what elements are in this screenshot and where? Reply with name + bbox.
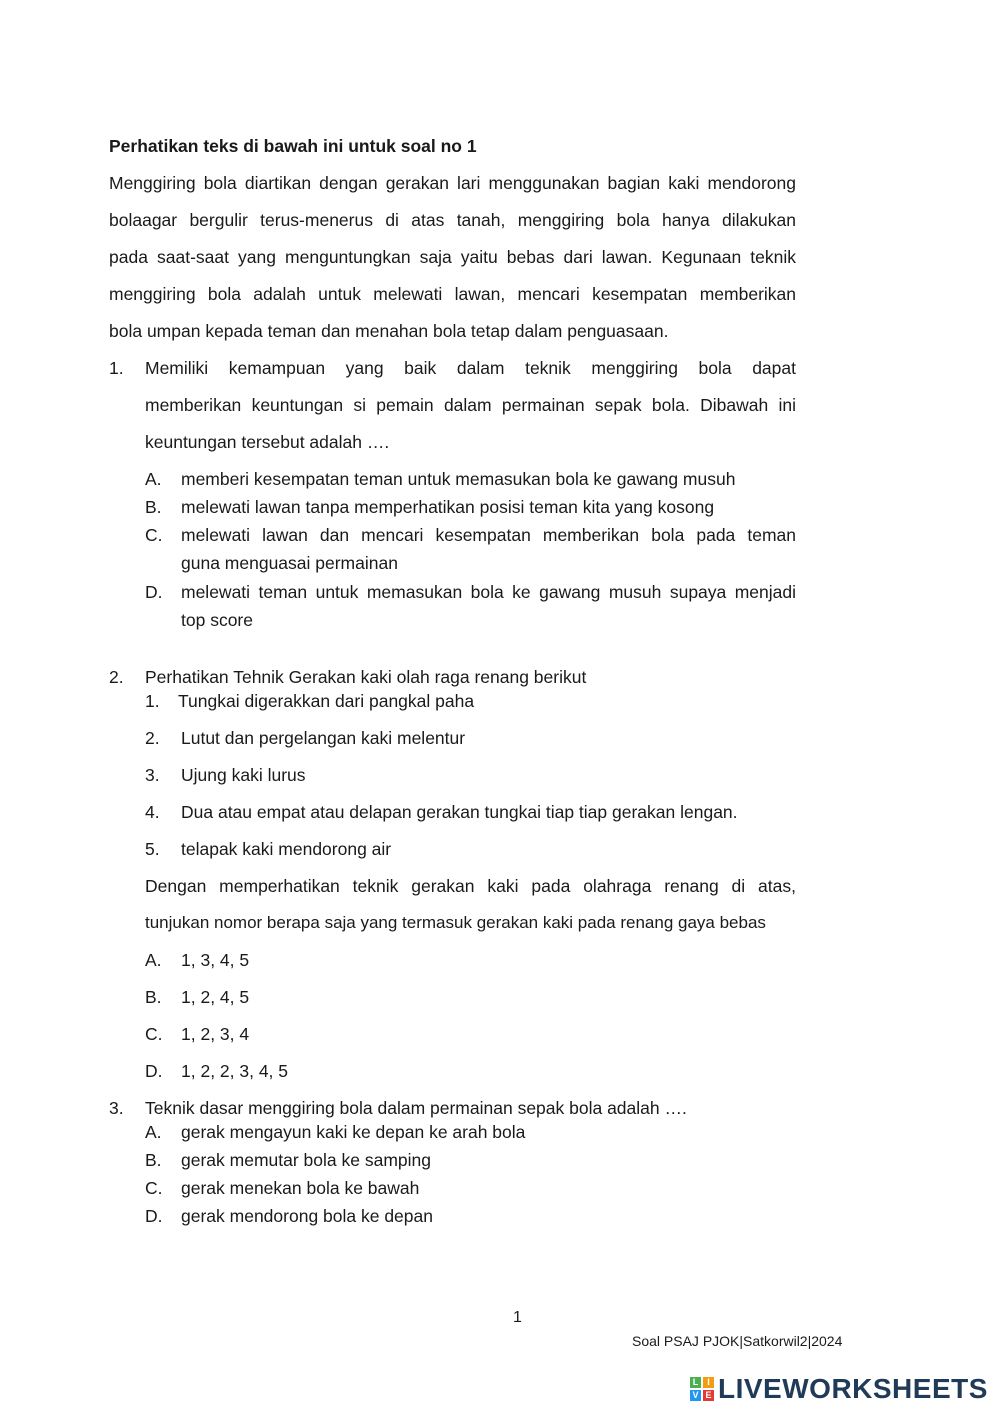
- q1-option-text: guna menguasai permainan: [181, 553, 398, 573]
- q1-option-text: memberi kesempatan teman untuk memasukan bola ke gawang musuh: [181, 469, 736, 489]
- q3-option-text: gerak memutar bola ke samping: [181, 1150, 431, 1170]
- intro-line: pada saat-saat yang menguntungkan saja yaitu bebas dari lawan. Kegunaan teknik: [109, 247, 796, 267]
- q2-question-line: Dengan memperhatikan teknik gerakan kaki pada olahraga renang di atas,: [145, 876, 796, 896]
- q2-item-text: Dua atau empat atau delapan gerakan tungkai tiap tiap gerakan lengan.: [181, 802, 738, 822]
- q2-item-number: 5.: [145, 839, 160, 859]
- q3-option-text: gerak mengayun kaki ke depan ke arah bola: [181, 1122, 526, 1142]
- q1-option-letter: B.: [145, 497, 162, 517]
- footer-doc-label: Soal PSAJ PJOK|Satkorwil2|2024: [632, 1333, 843, 1349]
- q1-option-letter: D.: [145, 582, 163, 602]
- q2-item-text: Tungkai digerakkan dari pangkal paha: [178, 691, 475, 711]
- q1-option-letter: A.: [145, 469, 162, 489]
- intro-line: menggiring bola adalah untuk melewati lawan, mencari kesempatan memberikan: [109, 284, 796, 304]
- logo-tile: L: [690, 1377, 701, 1388]
- q2-option-letter: B.: [145, 987, 162, 1007]
- q2-item-number: 2.: [145, 728, 160, 748]
- q2-text: Perhatikan Tehnik Gerakan kaki olah raga renang berikut: [145, 667, 587, 687]
- q2-item-number: 3.: [145, 765, 160, 785]
- intro-heading: Perhatikan teks di bawah ini untuk soal no 1: [109, 136, 477, 156]
- page-number: 1: [513, 1309, 522, 1326]
- logo-tile: V: [690, 1390, 701, 1401]
- q1-option-letter: C.: [145, 525, 163, 545]
- q2-option-text: 1, 2, 2, 3, 4, 5: [181, 1061, 289, 1081]
- q2-item-number: 1.: [145, 691, 160, 711]
- q2-item-text: telapak kaki mendorong air: [181, 839, 392, 859]
- q2-option-letter: D.: [145, 1061, 163, 1081]
- q3-text: Teknik dasar menggiring bola dalam permainan sepak bola adalah ….: [145, 1098, 687, 1118]
- liveworksheets-logo: [690, 1372, 988, 1406]
- q2-item-text: Lutut dan pergelangan kaki melentur: [181, 728, 466, 748]
- intro-line: Menggiring bola diartikan dengan gerakan lari menggunakan bagian kaki mendorong: [109, 173, 796, 193]
- q1-text-line: Memiliki kemampuan yang baik dalam teknik menggiring bola dapat: [145, 358, 796, 378]
- intro-line: bola umpan kepada teman dan menahan bola tetap dalam penguasaan.: [109, 321, 669, 341]
- logo-text: LIVEWORKSHEETS: [718, 1373, 988, 1404]
- q1-text-line: keuntungan tersebut adalah ….: [145, 432, 390, 452]
- q2-option-text: 1, 3, 4, 5: [181, 950, 250, 970]
- q2-number: 2.: [109, 667, 124, 687]
- q3-option-letter: C.: [145, 1178, 163, 1198]
- q2-option-letter: C.: [145, 1024, 163, 1044]
- q3-option-letter: B.: [145, 1150, 162, 1170]
- q2-question-line: tunjukan nomor berapa saja yang termasuk gerakan kaki pada renang gaya bebas: [145, 913, 766, 932]
- q1-number: 1.: [109, 358, 124, 378]
- q2-option-letter: A.: [145, 950, 162, 970]
- q2-option-text: 1, 2, 4, 5: [181, 987, 250, 1007]
- q3-option-text: gerak mendorong bola ke depan: [181, 1206, 433, 1226]
- q1-option-text: top score: [181, 610, 253, 630]
- q1-text-line: memberikan keuntungan si pemain dalam permainan sepak bola. Dibawah ini: [145, 395, 796, 415]
- q2-option-text: 1, 2, 3, 4: [181, 1024, 250, 1044]
- q3-number: 3.: [109, 1098, 124, 1118]
- logo-icon: [690, 1377, 714, 1401]
- q3-option-letter: A.: [145, 1122, 162, 1142]
- q3-option-letter: D.: [145, 1206, 163, 1226]
- q1-option-text: melewati teman untuk memasukan bola ke gawang musuh supaya menjadi: [181, 582, 796, 602]
- q1-option-text: melewati lawan dan mencari kesempatan memberikan bola pada teman: [181, 525, 796, 545]
- logo-tile: E: [703, 1390, 714, 1401]
- intro-line: bolaagar bergulir terus-menerus di atas tanah, menggiring bola hanya dilakukan: [109, 210, 796, 230]
- logo-tile: I: [703, 1377, 714, 1388]
- q2-item-text: Ujung kaki lurus: [181, 765, 306, 785]
- q1-option-text: melewati lawan tanpa memperhatikan posisi teman kita yang kosong: [181, 497, 715, 517]
- q3-option-text: gerak menekan bola ke bawah: [181, 1178, 420, 1198]
- q2-item-number: 4.: [145, 802, 160, 822]
